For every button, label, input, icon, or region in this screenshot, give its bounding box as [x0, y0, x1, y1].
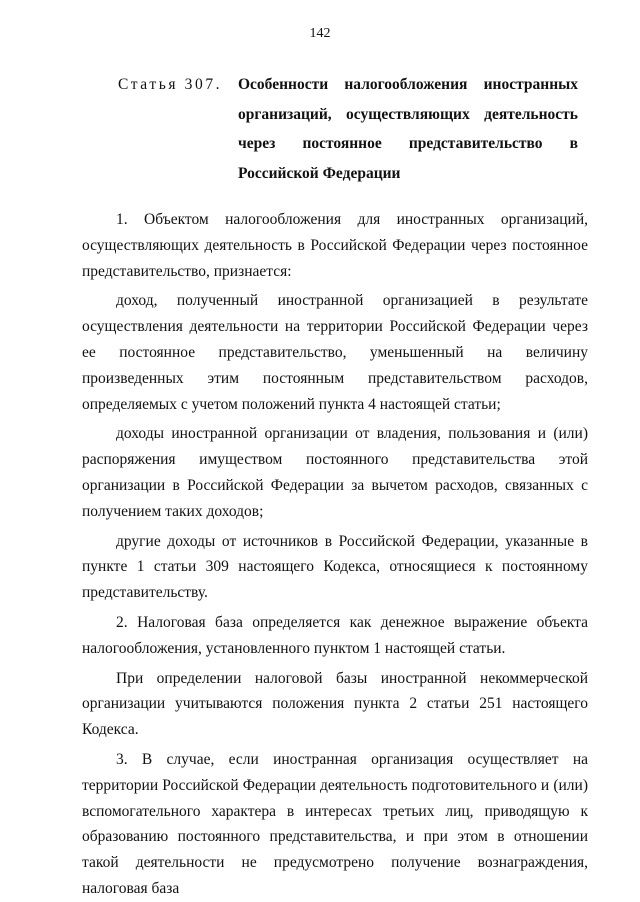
article-label: Статья 307.	[118, 76, 223, 93]
paragraph-3: доходы иностранной организации от владения, пользования и (или) распоряжения имуществом постоянного представительства этой организации в Российской Федерации за вычетом расходов, связанных с получением таких доходов;	[82, 425, 588, 520]
heading-row-2	[118, 100, 598, 130]
heading-row-4	[118, 159, 598, 189]
article-body	[82, 207, 588, 902]
paragraph-5: 2. Налоговая база определяется как денежное выражение объекта налогообложения, установленного пунктом 1 настоящей статьи.	[82, 613, 588, 657]
article-heading	[118, 70, 598, 188]
heading-row-3	[118, 129, 598, 159]
paragraph-6: При определении налоговой базы иностранной некоммерческой организации учитываются положения пункта 2 статьи 251 настоящего Кодекса.	[82, 669, 588, 739]
article-title-line-2: организаций, осуществляющих деятельность	[238, 105, 578, 123]
heading-row-1	[118, 70, 598, 100]
paragraph-2: доход, полученный иностранной организацией в результате осуществления деятельности на территории Российской Федерации через ее постоянное представительство, уменьшенный на величину произведенных этим постоянным представительством расходов, определяемых с учетом положений пункта 4 настоящей статьи;	[82, 292, 588, 413]
page-number: 142	[309, 26, 331, 41]
article-title-line-4: Российской Федерации	[238, 164, 401, 182]
paragraph-4: другие доходы от источников в Российской Федерации, указанные в пункте 1 статьи 309 настоящего Кодекса, относящиеся к постоянному представительству.	[82, 532, 588, 602]
paragraph-1: 1. Объектом налогообложения для иностранных организаций, осуществляющих деятельность в Российской Федерации через постоянное представительство, признается:	[82, 211, 588, 280]
article-title-line-1: Особенности налогообложения иностранных	[238, 76, 578, 93]
paragraph-7: 3. В случае, если иностранная организация осуществляет на территории Российской Федерации деятельность подготовительного и (или) вспомогательного характера в интересах третьих лиц, приводящую к образованию постоянного представительства, и при этом в отношении такой деятельности не предусмотрено получение вознаграждения, налоговая база	[82, 750, 588, 897]
article-title-line-3: через постоянное представительство в	[238, 135, 578, 152]
